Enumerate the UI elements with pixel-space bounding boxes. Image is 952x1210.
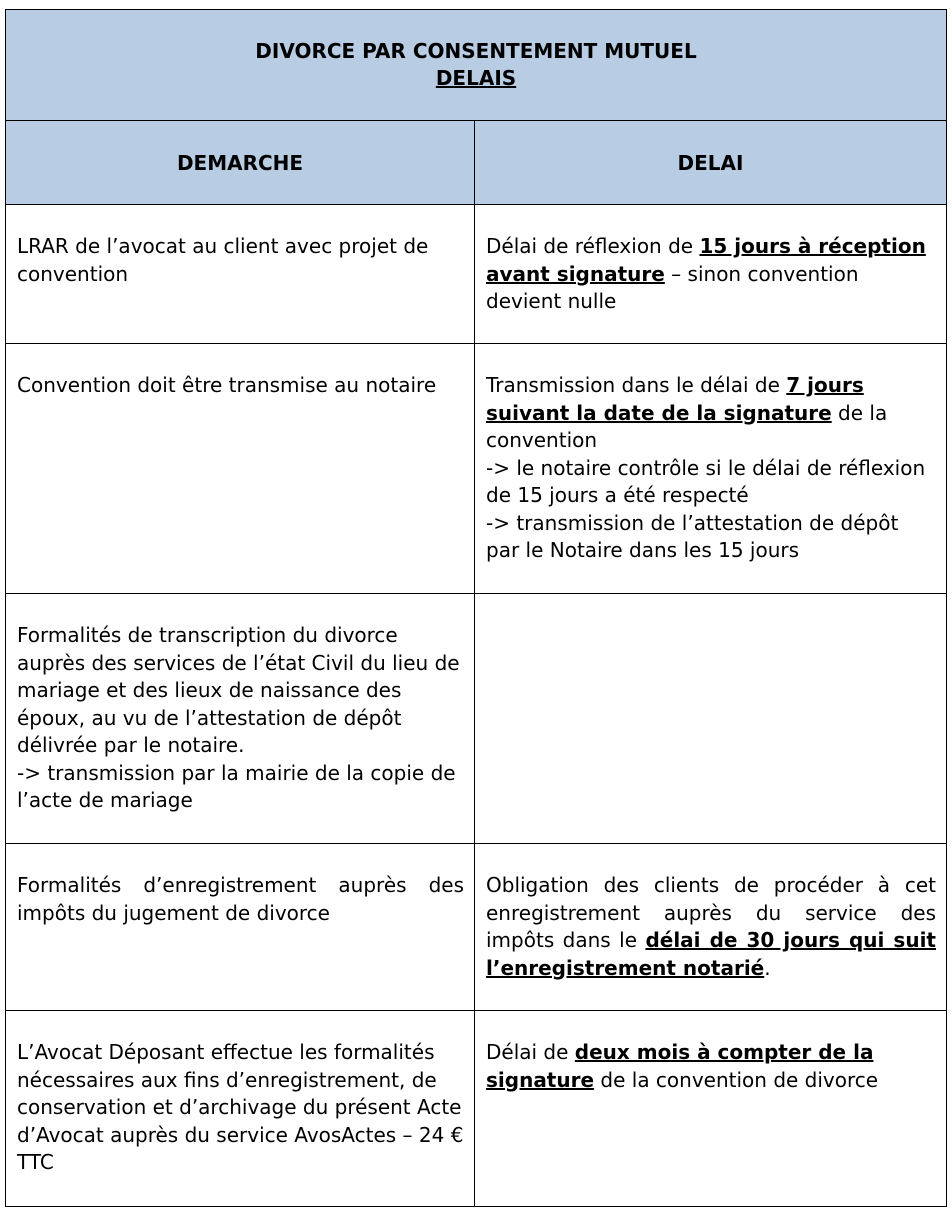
demarche-cell	[6, 344, 475, 594]
demarche-text: Convention doit être transmise au notaire	[17, 373, 437, 397]
column-header-delai: DELAI	[475, 121, 947, 205]
demarche-cell	[6, 205, 475, 344]
demarche-cell	[6, 844, 475, 1011]
delai-emphasis: deux mois à compter de la signature	[486, 1040, 874, 1092]
table-row	[6, 594, 947, 844]
table-row	[6, 844, 947, 1011]
delai-text: Délai de	[486, 1040, 575, 1064]
delai-emphasis: délai de 30 jours qui suit l’enregistrement notarié	[486, 928, 936, 980]
table-title-cell	[6, 10, 947, 121]
delai-text: Obligation des clients de procéder à cet enregistrement auprès du service des impôts dans le	[486, 873, 936, 952]
demarche-text: L’Avocat Déposant effectue les formalités nécessaires aux fins d’enregistrement, de conservation et d’archivage du présent Acte d’Avocat auprès du service AvosActes – 24 € TTC	[17, 1040, 464, 1174]
delai-note-reflexion: -> le notaire contrôle si le délai de réflexion de 15 jours a été respecté	[486, 455, 926, 507]
delai-text-end: de la convention	[486, 400, 888, 452]
table-row	[6, 344, 947, 594]
delai-text-end: .	[764, 955, 771, 980]
demarche-cell	[6, 1011, 475, 1207]
delai-note-attestation: -> transmission de l’attestation de dépôt par le Notaire dans les 15 jours	[486, 510, 899, 562]
demarche-text: Formalités de transcription du divorce auprès des services de l’état Civil du lieu de mariage et des lieux de naissance des époux, au vu de l’attestation de dépôt délivrée par le notaire.	[17, 623, 460, 757]
table-row	[6, 205, 947, 344]
delai-cell	[475, 205, 947, 344]
column-header-row	[6, 121, 947, 205]
delai-cell-empty	[475, 594, 947, 844]
column-header-demarche: DEMARCHE	[6, 121, 475, 205]
delai-cell	[475, 344, 947, 594]
document-title: DIVORCE PAR CONSENTEMENT MUTUEL	[255, 39, 697, 63]
table-row	[6, 1011, 947, 1207]
delai-cell	[475, 844, 947, 1011]
delai-text-end: de la convention de divorce	[594, 1067, 879, 1092]
demarche-cell	[6, 594, 475, 844]
delai-emphasis: 7 jours suivant la date de la signature	[486, 373, 864, 425]
delai-cell	[475, 1011, 947, 1207]
delai-emphasis: 15 jours à réception avant signature	[486, 234, 926, 286]
demarche-text: Formalités d’enregistrement auprès des impôts du jugement de divorce	[17, 873, 464, 925]
delai-text: Délai de réflexion de	[486, 234, 700, 258]
delai-text: Transmission dans le délai de	[486, 373, 787, 397]
demarche-note: -> transmission par la mairie de la copie de l’acte de mariage	[17, 760, 456, 812]
demarche-text: LRAR de l’avocat au client avec projet de convention	[17, 234, 429, 286]
document-subtitle: DELAIS	[435, 66, 517, 90]
delais-table	[5, 9, 947, 1207]
title-row	[6, 10, 947, 121]
delai-text-end: – sinon convention devient nulle	[486, 261, 859, 313]
